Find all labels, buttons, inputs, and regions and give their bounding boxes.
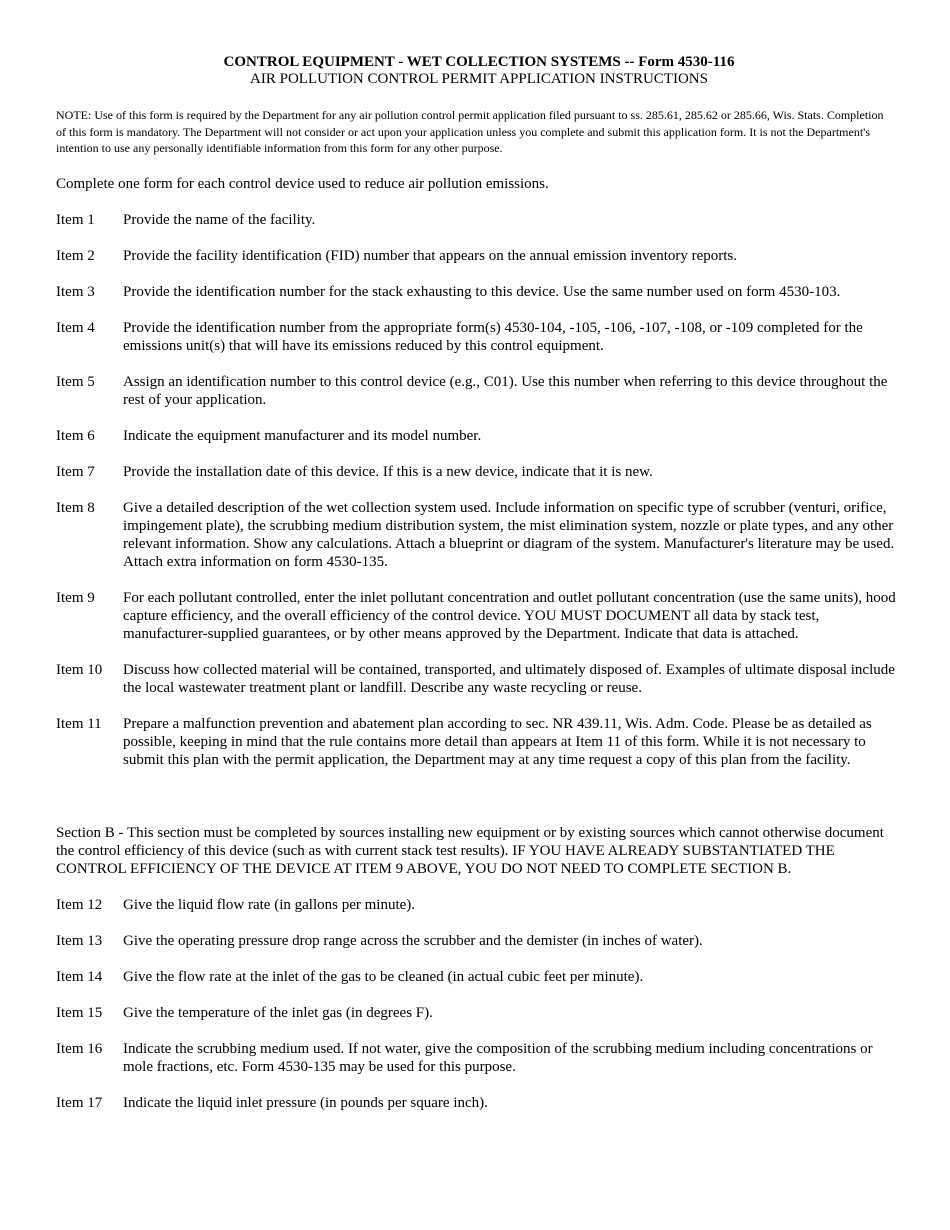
item-6: [56, 427, 896, 445]
item-8: [56, 499, 896, 571]
item-label: Item 17: [56, 1094, 103, 1111]
item-16: [56, 1040, 896, 1076]
item-text: Provide the identification number from the appropriate form(s) 4530-104, -105, -106, -107, -108, or -109 completed for the emissions unit(s) that will have its emissions reduced by this control equipment.: [123, 319, 863, 354]
item-label: Item 2: [56, 247, 95, 264]
item-label: Item 1: [56, 211, 95, 228]
item-text: Give the liquid flow rate (in gallons per minute).: [123, 896, 416, 913]
item-14: [56, 968, 896, 986]
item-label: Item 6: [56, 427, 95, 444]
item-label: Item 12: [56, 896, 103, 913]
item-label: Item 3: [56, 283, 95, 300]
section-b-heading: Section B - This section must be completed by sources installing new equipment or by existing sources which cannot otherwise document the control efficiency of this device (such as with current stack test results). IF YOU HAVE ALREADY SUBSTANTIATED THE CONTROL EFFICIENCY OF THE DEVICE AT ITEM 9 ABOVE, YOU DO NOT NEED TO COMPLETE SECTION B.: [56, 824, 884, 877]
item-text: Provide the name of the facility.: [123, 211, 316, 228]
item-label: Item 4: [56, 319, 95, 336]
item-label: Item 14: [56, 968, 103, 985]
item-label: Item 8: [56, 499, 95, 516]
item-17: [56, 1094, 896, 1112]
item-text: Discuss how collected material will be contained, transported, and ultimately disposed of. Examples of ultimate disposal include the local wastewater treatment plant or landfill. Describe any waste recycling or reuse.: [123, 661, 895, 696]
item-3: [56, 283, 896, 301]
item-label: Item 13: [56, 932, 103, 949]
item-10: [56, 661, 896, 697]
item-text: Provide the facility identification (FID) number that appears on the annual emission inventory reports.: [123, 247, 738, 264]
item-15: [56, 1004, 896, 1022]
item-text: Indicate the liquid inlet pressure (in pounds per square inch).: [123, 1094, 488, 1111]
item-12: [56, 896, 896, 914]
item-text: Give a detailed description of the wet collection system used. Include information on specific type of scrubber (venturi, orifice, impingement plate), the scrubbing medium distribution system, the mist elimination system, nozzle or plate types, and any other relevant information. Show any calculations. Attach a blueprint or diagram of the system. Manufacturer's literature may be used. Attach extra information on form 4530-135.: [123, 499, 895, 570]
item-text: For each pollutant controlled, enter the inlet pollutant concentration and outlet pollutant concentration (use the same units), hood capture efficiency, and the overall efficiency of the control device. YOU MUST DOCUMENT all data by stack test, manufacturer-supplied guarantees, or by other means approved by the Department. Indicate that data is attached.: [123, 589, 896, 642]
item-text: Give the operating pressure drop range across the scrubber and the demister (in inches of water).: [123, 932, 703, 949]
item-label: Item 15: [56, 1004, 103, 1021]
item-7: [56, 463, 896, 481]
item-text: Prepare a malfunction prevention and abatement plan according to sec. NR 439.11, Wis. Adm. Code. Please be as detailed as possible, keeping in mind that the rule contains more detail than appears at Item 11 of this form. While it is not necessary to submit this plan with the permit application, the Department may at any time request a copy of this plan from the facility.: [123, 715, 872, 768]
item-text: Give the temperature of the inlet gas (in degrees F).: [123, 1004, 433, 1021]
item-text: Assign an identification number to this control device (e.g., C01). Use this number when referring to this device throughout the rest of your application.: [123, 373, 888, 408]
form-title: CONTROL EQUIPMENT - WET COLLECTION SYSTEMS -- Form 4530-116: [223, 54, 735, 70]
item-label: Item 5: [56, 373, 95, 390]
item-label: Item 16: [56, 1040, 103, 1057]
item-label: Item 10: [56, 661, 103, 678]
item-label: Item 9: [56, 589, 95, 606]
item-9: [56, 589, 896, 643]
privacy-note: NOTE: Use of this form is required by the Department for any air pollution control permit application filed pursuant to ss. 285.61, 285.62 or 285.66, Wis. Stats. Completion of this form is mandatory. The Department will not consider or act upon your application unless you complete and submit this application form. It is not the Department's intention to use any personally identifiable information from this form for any other purpose.: [56, 108, 884, 155]
item-text: Give the flow rate at the inlet of the gas to be cleaned (in actual cubic feet per minute).: [123, 968, 644, 985]
intro-text: Complete one form for each control device used to reduce air pollution emissions.: [56, 175, 549, 192]
item-label: Item 7: [56, 463, 95, 480]
item-label: Item 11: [56, 715, 102, 732]
item-text: Provide the identification number for the stack exhausting to this device. Use the same number used on form 4530-103.: [123, 283, 841, 300]
form-subtitle: AIR POLLUTION CONTROL PERMIT APPLICATION INSTRUCTIONS: [250, 71, 708, 87]
item-13: [56, 932, 896, 950]
item-1: [56, 211, 896, 229]
instructions-page: [56, 54, 896, 1112]
item-11: [56, 715, 896, 769]
item-4: [56, 319, 896, 355]
item-2: [56, 247, 896, 265]
item-text: Provide the installation date of this device. If this is a new device, indicate that it is new.: [123, 463, 653, 480]
item-5: [56, 373, 896, 409]
item-text: Indicate the scrubbing medium used. If not water, give the composition of the scrubbing medium including concentrations or mole fractions, etc. Form 4530-135 may be used for this purpose.: [123, 1040, 873, 1075]
item-text: Indicate the equipment manufacturer and its model number.: [123, 427, 482, 444]
